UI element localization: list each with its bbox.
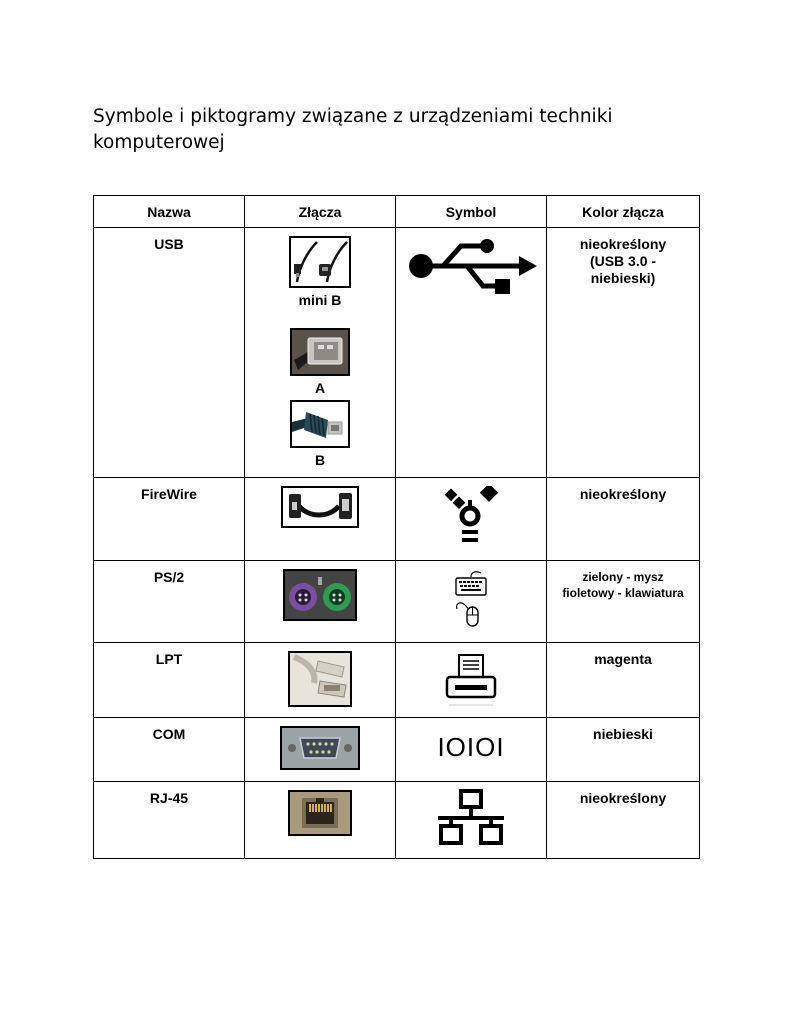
symbol-cell [396, 228, 547, 478]
header-symbol: Symbol [396, 196, 547, 228]
connectors-cell [245, 478, 396, 561]
color-cell: nieokreślony [547, 782, 700, 859]
connector-caption: mini B [298, 292, 342, 308]
connectors-cell [245, 718, 396, 782]
printer-symbol-icon [443, 653, 499, 707]
symbol-cell [396, 478, 547, 561]
symbol-cell [396, 718, 547, 782]
symbol-cell [396, 561, 547, 643]
table-row-lpt [94, 643, 700, 718]
table-header-row [94, 196, 700, 228]
color-cell: nieokreślony (USB 3.0 - niebieski) [547, 228, 700, 478]
header-color: Kolor złącza [547, 196, 700, 228]
color-cell: magenta [547, 643, 700, 718]
usb-b-plug-icon [290, 400, 350, 448]
rj45-port-icon [288, 790, 352, 836]
header-name: Nazwa [94, 196, 245, 228]
table-row-com [94, 718, 700, 782]
lpt-cable-icon [288, 651, 352, 707]
connectors-cell [245, 782, 396, 859]
table-row-rj45 [94, 782, 700, 859]
symbols-table [93, 195, 700, 859]
usb-mini-b-cable-icon [289, 236, 351, 288]
row-name: PS/2 [94, 561, 245, 643]
serial-symbol-icon: IOIOI [437, 732, 505, 762]
color-cell: niebieski [547, 718, 700, 782]
connector-caption: B [314, 452, 326, 468]
row-name: COM [94, 718, 245, 782]
row-name: USB [94, 228, 245, 478]
connectors-cell [245, 561, 396, 643]
row-name: LPT [94, 643, 245, 718]
keyboard-mouse-symbol-icon [451, 569, 491, 631]
firewire-symbol-icon [439, 486, 503, 550]
color-line-keyboard: fioletowy - klawiatura [562, 586, 684, 600]
row-name: FireWire [94, 478, 245, 561]
symbol-cell [396, 643, 547, 718]
network-symbol-icon [436, 788, 506, 848]
header-connectors: Złącza [245, 196, 396, 228]
usb-symbol-icon [405, 236, 537, 300]
firewire-cable-icon [281, 486, 359, 528]
connectors-cell [245, 643, 396, 718]
color-line-mouse: zielony - mysz [582, 570, 664, 584]
connectors-cell [245, 228, 396, 478]
com-port-icon [280, 726, 360, 770]
table-row-ps2 [94, 561, 700, 643]
symbol-cell [396, 782, 547, 859]
row-name: RJ-45 [94, 782, 245, 859]
table-row-firewire [94, 478, 700, 561]
connector-caption: A [314, 380, 326, 396]
color-cell: nieokreślony [547, 478, 700, 561]
table-row-usb [94, 228, 700, 478]
color-cell [547, 561, 700, 643]
usb-a-plug-icon [290, 328, 350, 376]
ps2-ports-icon [283, 569, 357, 621]
page-title: Symbole i piktogramy związane z urządzeniami techniki komputerowej [93, 106, 613, 153]
